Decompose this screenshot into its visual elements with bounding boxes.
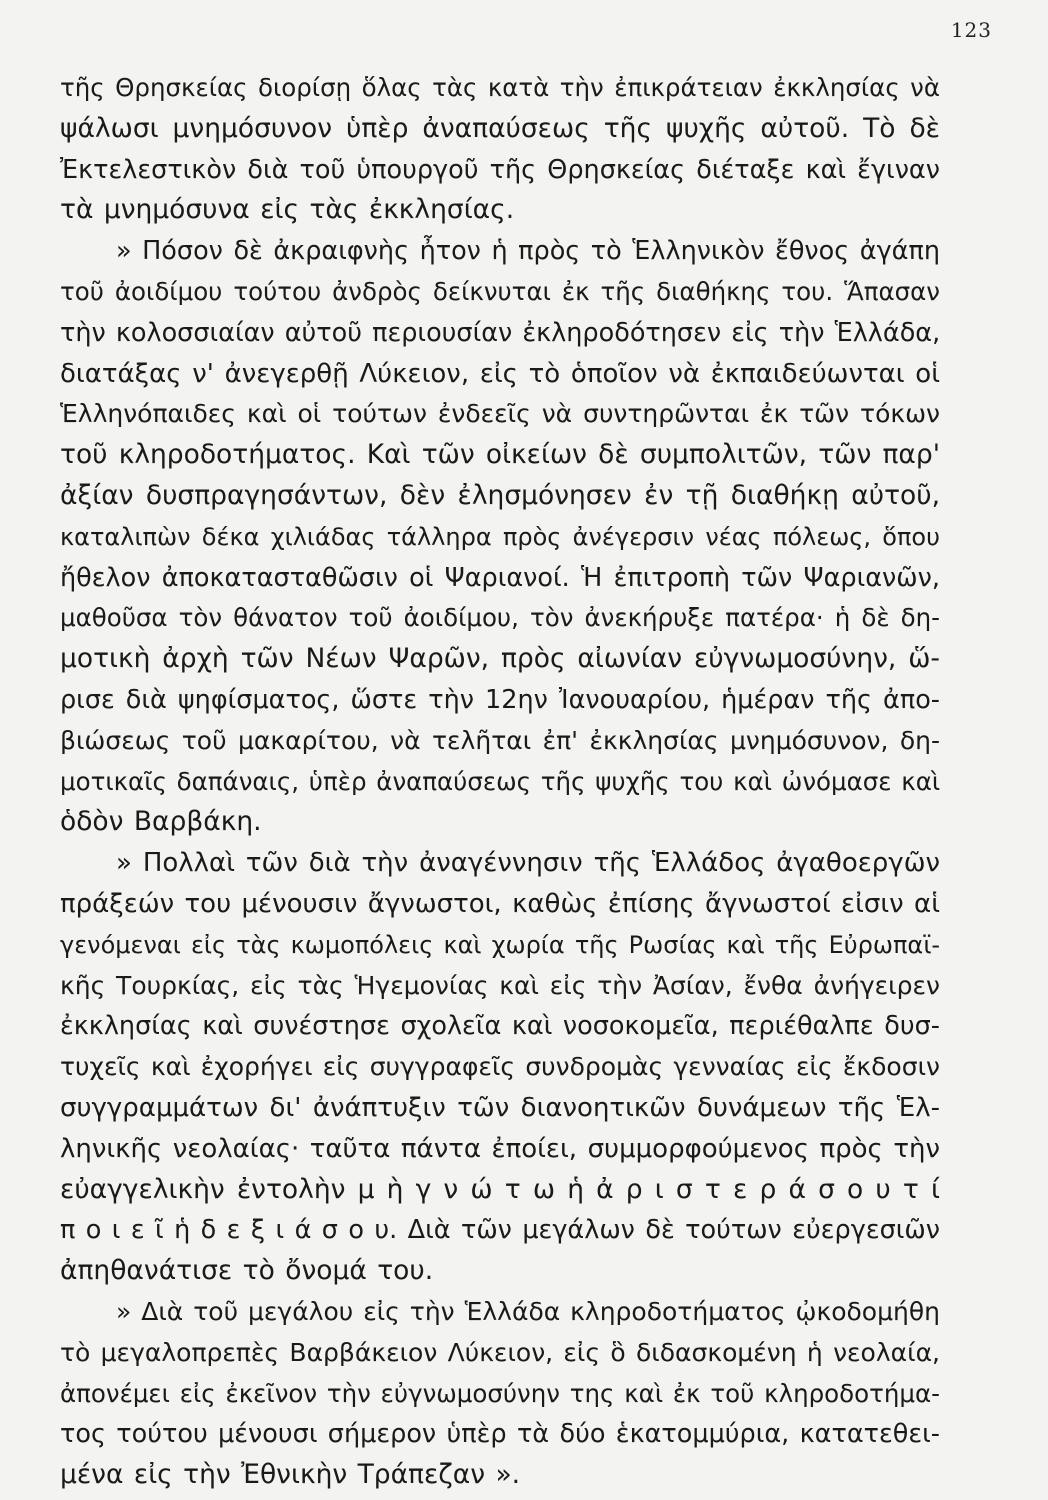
text-line: τυχεῖς καὶ ἐχορήγει εἰς συγγραφεῖς συνδρομὰς γενναίας εἰς ἔκδοσιν — [60, 1052, 940, 1082]
text-line: ἤθελον ἀποκατασταθῶσιν οἱ Ψαριανοί. Ἡ ἐπιτροπὴ τῶν Ψαριανῶν, — [60, 562, 940, 593]
text-line: βιώσεως τοῦ μακαρίτου, νὰ τελῆται ἐπ' ἐκκλησίας μνημόσυνον, δη- — [60, 725, 940, 755]
text-line: τος τούτου μένουσι σήμερον ὑπὲρ τὰ δύο ἑκατομμύρια, κατατεθει- — [60, 1419, 940, 1450]
text-line: τὴν κολοσσιαίαν αὐτοῦ περιουσίαν ἐκληροδότησεν εἰς τὴν Ἑλλάδα, — [60, 317, 941, 348]
body-text — [60, 68, 940, 1496]
text-line: κῆς Τουρκίας, εἰς τὰς Ἡγεμονίας καὶ εἰς τὴν Ἀσίαν, ἔνθα ἀνήγειρεν — [60, 970, 940, 1000]
text-line: συγγραμμάτων δι' ἀνάπτυξιν τῶν διανοητικῶν δυνάμεων τῆς Ἑλ- — [60, 1092, 940, 1123]
text-line: γενόμεναι εἰς τὰς κωμοπόλεις καὶ χωρία τῆς Ρωσίας καὶ τῆς Εὐρωπαϊ- — [60, 930, 940, 959]
page-number: 123 — [950, 18, 992, 42]
text-line: τοῦ ἀοιδίμου τούτου ἀνδρὸς δείκνυται ἐκ τῆς διαθήκης του. Ἅπασαν — [60, 276, 940, 306]
text-line: ἀπηθανάτισε τὸ ὄνομά του. — [60, 1255, 434, 1287]
text-line: ὁδὸν Βαρβάκη. — [60, 806, 262, 838]
text-line: τὰ μνημόσυνα εἰς τὰς ἐκκλησίας. — [60, 194, 515, 226]
text-line: » Πόσον δὲ ἀκραιφνὴς ἦτον ἡ πρὸς τὸ Ἑλληνικὸν ἔθνος ἀγάπη — [116, 236, 940, 267]
text-line: μαθοῦσα τὸν θάνατον τοῦ ἀοιδίμου, τὸν ἀνεκήρυξε πατέρα· ἡ δὲ δη- — [60, 603, 940, 633]
text-line: ἀπονέμει εἰς ἐκεῖνον τὴν εὐγνωμοσύνην της καὶ ἐκ τοῦ κληροδοτήμα- — [60, 1378, 940, 1408]
text-line: τὸ μεγαλοπρεπὲς Βαρβάκειον Λύκειον, εἰς ὃ διδασκομένη ἡ νεολαία, — [60, 1337, 940, 1367]
text-line: ψάλωσι μνημόσυνον ὑπὲρ ἀναπαύσεως τῆς ψυχῆς αὐτοῦ. Τὸ δὲ — [60, 112, 940, 144]
text-line: » Πολλαὶ τῶν διὰ τὴν ἀναγέννησιν τῆς Ἑλλάδος ἀγαθοεργῶν — [116, 848, 940, 879]
text-line: πράξεών του μένουσιν ἄγνωστοι, καθὼς ἐπίσης ἄγνωστοί εἰσιν αἱ — [60, 888, 940, 919]
text-line: ληνικῆς νεολαίας· ταῦτα πάντα ἐποίει, συμμορφούμενος πρὸς τὴν — [60, 1133, 940, 1164]
text-line: ρισε διὰ ψηφίσματος, ὥστε τὴν 12ην Ἰανουαρίου, ἡμέραν τῆς ἀπο- — [60, 684, 940, 715]
text-line: διατάξας ν' ἀνεγερθῇ Λύκειον, εἰς τὸ ὁποῖον νὰ ἐκπαιδεύωνται οἱ — [60, 358, 940, 389]
text-line: μένα εἰς τὴν Ἐθνικὴν Τράπεζαν ». — [60, 1459, 521, 1491]
text-line: καταλιπὼν δέκα χιλιάδας τάλληρα πρὸς ἀνέγερσιν νέας πόλεως, ὅπου — [60, 522, 940, 551]
text-line: π ο ι ε ῖ ἡ δ ε ξ ι ά σ ο υ. Διὰ τῶν μεγάλων δὲ τούτων εὐεργεσιῶν — [60, 1215, 940, 1246]
text-line: » Διὰ τοῦ μεγάλου εἰς τὴν Ἑλλάδα κληροδοτήματος ᾠκοδομήθη — [116, 1296, 940, 1326]
text-line: ἐκκλησίας καὶ συνέστησε σχολεῖα καὶ νοσοκομεῖα, περιέθαλπε δυσ- — [60, 1011, 940, 1042]
text-line: μοτικὴ ἀρχὴ τῶν Νέων Ψαρῶν, πρὸς αἰωνίαν εὐγνωμοσύνην, ὥ- — [60, 643, 940, 675]
text-line: τοῦ κληροδοτήματος. Καὶ τῶν οἰκείων δὲ συμπολιτῶν, τῶν παρ' — [60, 439, 940, 471]
text-line: Ἐκτελεστικὸν διὰ τοῦ ὑπουργοῦ τῆς Θρησκείας διέταξε καὶ ἔγιναν — [60, 154, 940, 185]
text-line: μοτικαῖς δαπάναις, ὑπὲρ ἀναπαύσεως τῆς ψυχῆς του καὶ ὠνόμασε καὶ — [60, 766, 941, 796]
text-line: ἀξίαν δυσπραγησάντων, δὲν ἐλησμόνησεν ἐν τῇ διαθήκῃ αὐτοῦ, — [60, 479, 940, 511]
text-line: τῆς Θρησκείας διορίσῃ ὅλας τὰς κατὰ τὴν ἐπικράτειαν ἐκκλησίας νὰ — [60, 73, 940, 102]
text-line: Ἑλληνόπαιδες καὶ οἱ τούτων ἐνδεεῖς νὰ συντηρῶνται ἐκ τῶν τόκων — [60, 399, 940, 429]
text-line: εὐαγγελικὴν ἐντολὴν μ ὴ γ ν ώ τ ω ἡ ἀ ρ ι σ τ ε ρ ά σ ο υ τ ί — [60, 1173, 940, 1205]
